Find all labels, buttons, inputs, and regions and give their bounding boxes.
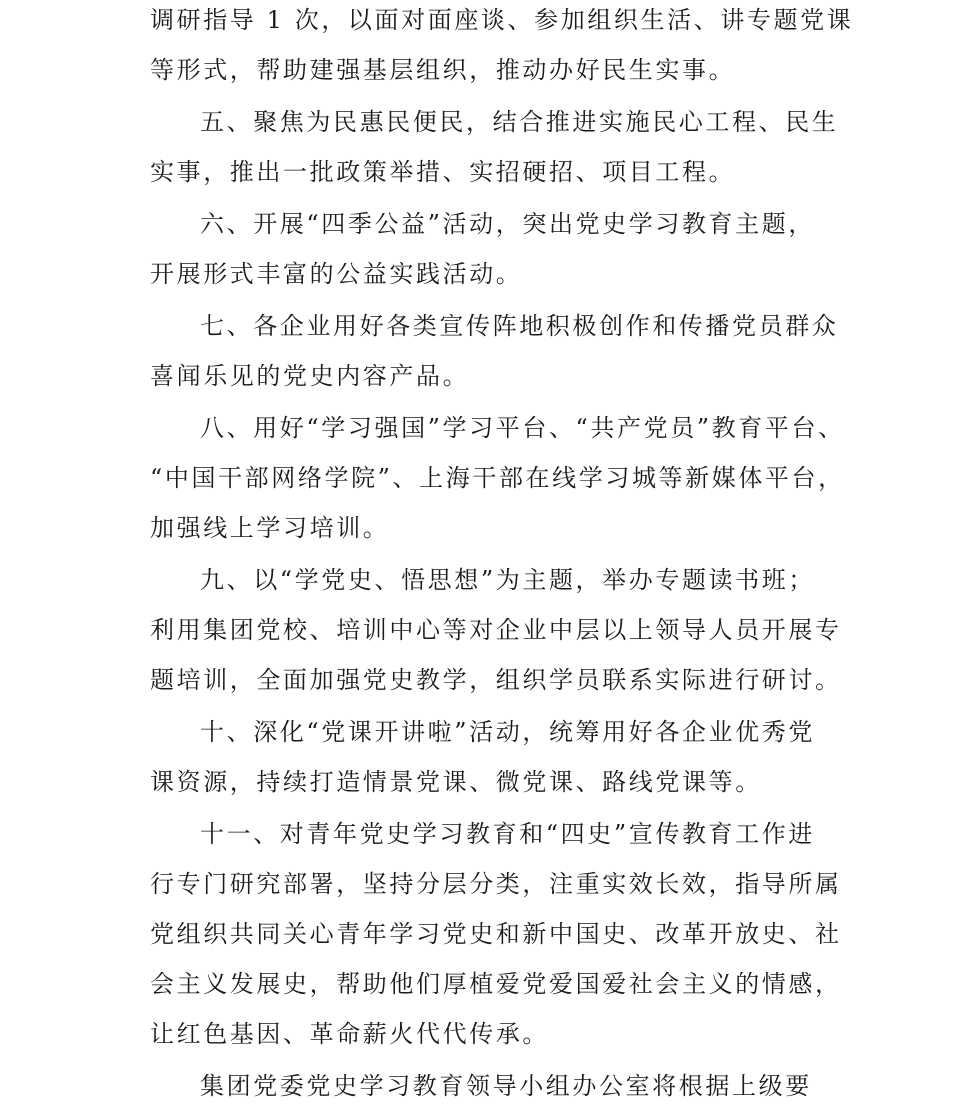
text-line: 课资源，持续打造情景党课、微党课、路线党课等。 bbox=[150, 768, 762, 796]
text-line: “中国干部网络学院”、上海干部在线学习城等新媒体平台， bbox=[150, 464, 845, 492]
text-line: 喜闻乐见的党史内容产品。 bbox=[150, 362, 470, 390]
text-line: 会主义发展史，帮助他们厚植爱党爱国爱社会主义的情感， bbox=[150, 970, 842, 998]
text-line: 调研指导 1 次，以面对面座谈、参加组织生活、讲专题党课 bbox=[150, 6, 854, 34]
text-line: 五、聚焦为民惠民便民，结合推进实施民心工程、民生 bbox=[200, 108, 839, 136]
text-line: 行专门研究部署，坚持分层分类，注重实效长效，指导所属 bbox=[150, 870, 842, 898]
text-line: 题培训，全面加强党史教学，组织学员联系实际进行研讨。 bbox=[150, 666, 842, 694]
text-line: 实事，推出一批政策举措、实招硬招、项目工程。 bbox=[150, 158, 736, 186]
text-line: 十一、对青年党史学习教育和“四史”宣传教育工作进 bbox=[200, 820, 815, 848]
text-line: 党组织共同关心青年学习党史和新中国史、改革开放史、社 bbox=[150, 920, 842, 948]
text-line: 开展形式丰富的公益实践活动。 bbox=[150, 260, 523, 288]
text-line: 八、用好“学习强国”学习平台、“共产党员”教育平台、 bbox=[200, 414, 845, 442]
text-line: 七、各企业用好各类宣传阵地积极创作和传播党员群众 bbox=[200, 312, 839, 340]
text-line: 集团党委党史学习教育领导小组办公室将根据上级要 bbox=[200, 1072, 812, 1100]
text-line: 九、以“学党史、悟思想”为主题，举办专题读书班； bbox=[200, 566, 815, 594]
text-line: 十、深化“党课开讲啦”活动，统筹用好各企业优秀党 bbox=[200, 718, 815, 746]
text-line: 等形式，帮助建强基层组织，推动办好民生实事。 bbox=[150, 56, 736, 84]
text-line: 六、开展“四季公益”活动，突出党史学习教育主题， bbox=[200, 210, 815, 238]
text-line: 利用集团党校、培训中心等对企业中层以上领导人员开展专 bbox=[150, 616, 842, 644]
text-line: 加强线上学习培训。 bbox=[150, 514, 390, 542]
text-line: 让红色基因、革命薪火代代传承。 bbox=[150, 1020, 549, 1048]
